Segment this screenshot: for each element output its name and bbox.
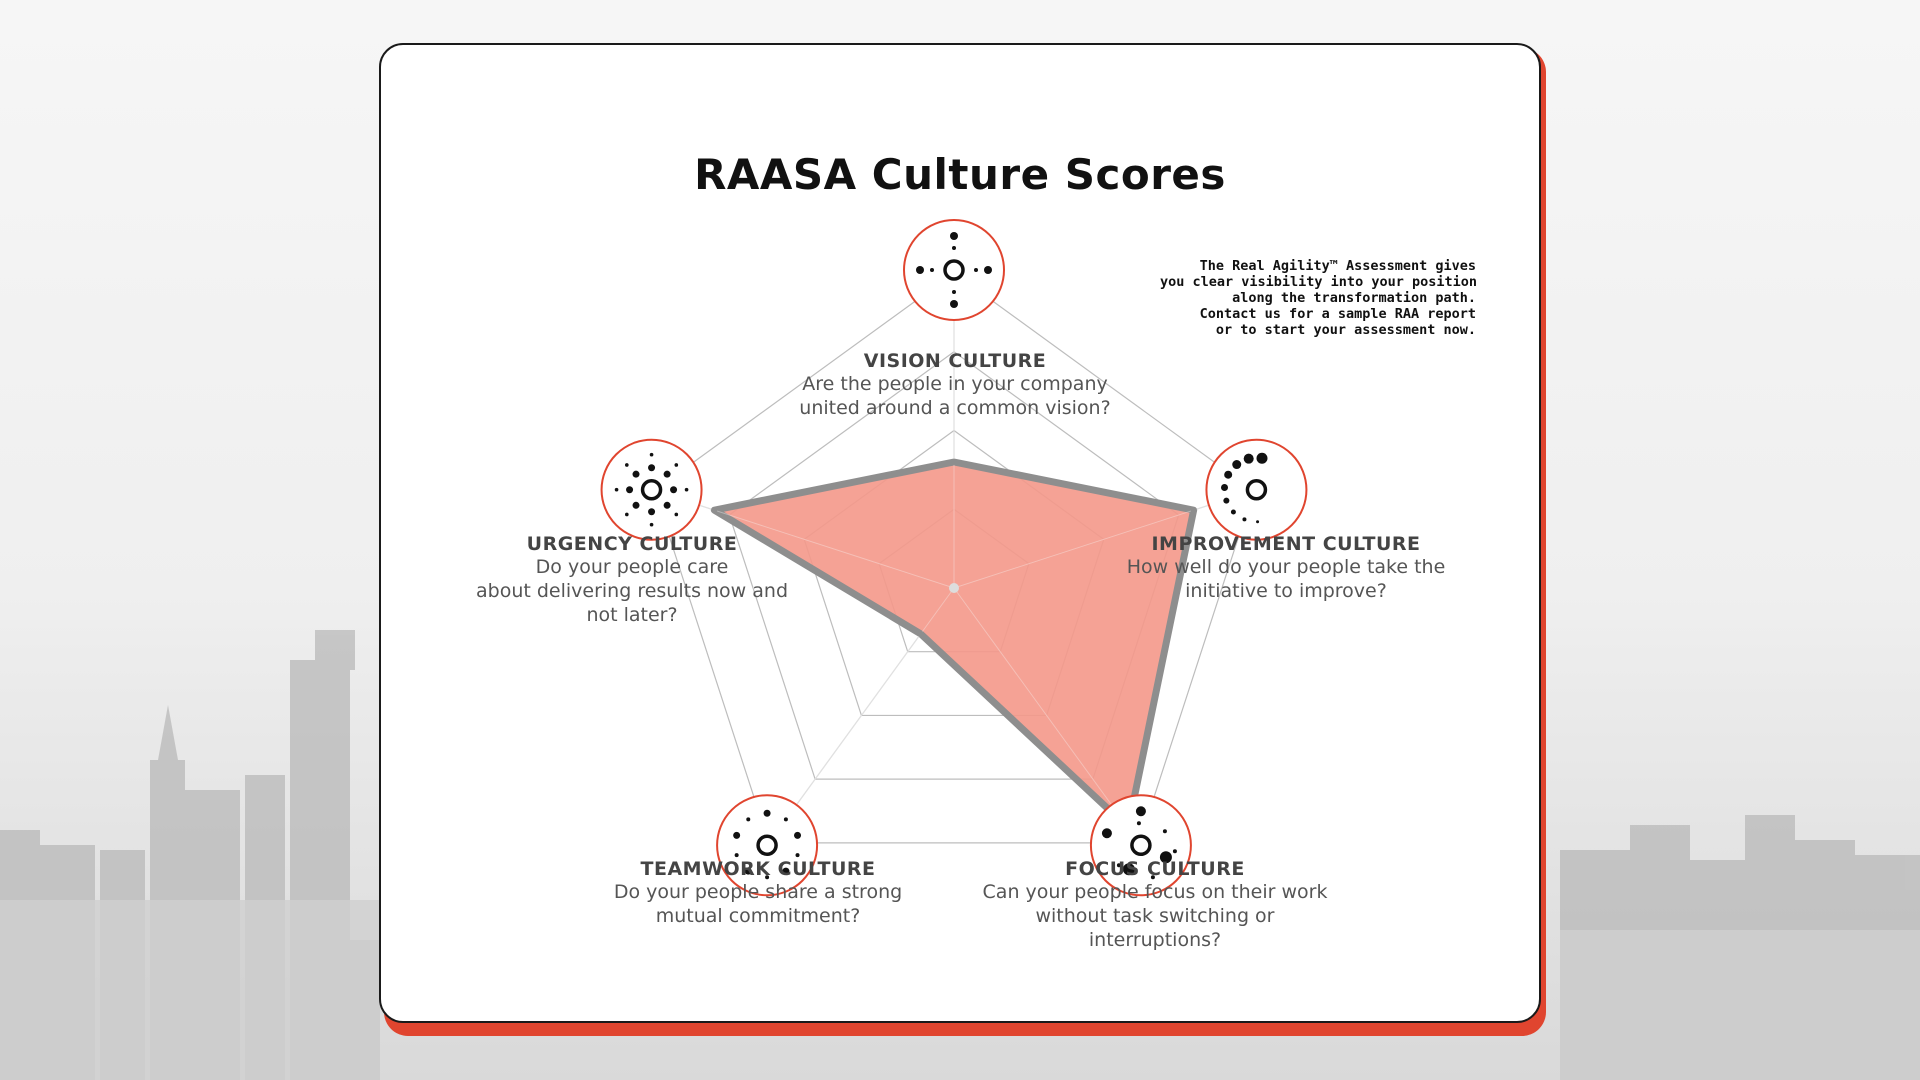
urgency-dots-icon — [675, 513, 679, 517]
improvement-dots-icon — [1244, 454, 1254, 464]
improvement-dots-icon — [1224, 471, 1232, 479]
urgency-dots-icon — [685, 488, 689, 492]
axis-question-line: How well do your people take the — [1126, 556, 1446, 578]
urgency-dots-icon — [650, 453, 654, 457]
promo-line: along the transformation path. — [1232, 290, 1476, 306]
improvement-dots-icon — [1256, 453, 1267, 464]
urgency-dots-icon — [625, 513, 629, 517]
vision-dots-icon — [952, 290, 956, 294]
improvement-dots-icon — [1242, 517, 1246, 521]
improvement-dots-icon-badge — [1206, 440, 1306, 540]
promo-line: you clear visibility into your position — [1160, 274, 1477, 290]
chart-title: RAASA Culture Scores — [694, 150, 1226, 199]
urgency-dots-icon — [648, 508, 655, 515]
axis-name: IMPROVEMENT CULTURE — [1151, 533, 1421, 555]
improvement-dots-icon — [1223, 498, 1229, 504]
urgency-dots-icon — [625, 463, 629, 467]
promo-line: Contact us for a sample RAA report — [1199, 306, 1476, 322]
urgency-dots-icon — [633, 471, 640, 478]
improvement-dots-icon — [1221, 484, 1228, 491]
axis-question-line: mutual commitment? — [655, 905, 861, 927]
vision-dots-icon — [950, 300, 958, 308]
axis-question-line: without task switching or — [1035, 905, 1275, 927]
teamwork-dots-icon — [784, 817, 788, 821]
urgency-dots-icon — [615, 488, 619, 492]
axis-question-line: united around a common vision? — [799, 397, 1111, 419]
data-point-urgency — [711, 507, 717, 513]
axis-question — [1106, 555, 1466, 603]
urgency-dots-icon — [664, 502, 671, 509]
focus-dots-icon — [1163, 829, 1167, 833]
vision-dots-icon — [916, 266, 924, 274]
data-point-improvement — [1191, 507, 1197, 513]
axis-question — [452, 555, 812, 627]
urgency-dots-icon — [648, 464, 655, 471]
axis-question — [578, 880, 938, 928]
vision-dots-icon — [950, 232, 958, 240]
data-point-vision — [951, 459, 957, 465]
axis-question-line: initiative to improve? — [1185, 580, 1387, 602]
data-point-teamwork — [918, 631, 924, 637]
axis-question-line: Are the people in your company — [802, 373, 1108, 395]
axis-question-line: about delivering results now and — [475, 580, 788, 602]
focus-dots-icon — [1137, 821, 1141, 825]
teamwork-dots-icon — [764, 810, 771, 817]
teamwork-dots-icon — [794, 832, 801, 839]
teamwork-dots-icon — [735, 853, 739, 857]
urgency-dots-icon — [650, 523, 654, 527]
axis-question-line: Do your people share a strong — [613, 881, 903, 903]
urgency-dots-icon — [675, 463, 679, 467]
axis-label-improvement — [1106, 533, 1466, 603]
improvement-dots-icon — [1231, 509, 1236, 514]
vision-dots-icon — [974, 268, 978, 272]
focus-dots-icon — [1173, 849, 1177, 853]
promo-line: or to start your assessment now. — [1215, 322, 1476, 338]
urgency-dots-icon — [664, 471, 671, 478]
axis-name: URGENCY CULTURE — [526, 533, 738, 555]
axis-label-focus — [975, 858, 1335, 952]
axis-question-line: Do your people care — [535, 556, 729, 578]
promo-line: The Real Agility™ Assessment gives — [1199, 258, 1476, 274]
axis-name: VISION CULTURE — [863, 350, 1047, 372]
improvement-dots-icon — [1232, 460, 1241, 469]
vision-dots-icon — [930, 268, 934, 272]
axis-question — [975, 880, 1335, 952]
vision-dots-icon — [952, 246, 956, 250]
teamwork-dots-icon — [796, 853, 800, 857]
focus-dots-icon — [1102, 828, 1112, 838]
axis-question-line: interruptions? — [1088, 929, 1222, 951]
axis-question-line: Can your people focus on their work — [982, 881, 1328, 903]
axis-label-vision — [775, 350, 1135, 420]
improvement-dots-icon — [1256, 520, 1259, 523]
axis-question-line: not later? — [586, 604, 678, 626]
focus-dots-icon — [1136, 806, 1146, 816]
urgency-dots-icon — [633, 502, 640, 509]
teamwork-dots-icon — [733, 832, 740, 839]
center-dot — [949, 583, 959, 593]
axis-name: FOCUS CULTURE — [1065, 858, 1245, 880]
teamwork-dots-icon — [746, 817, 750, 821]
axis-label-urgency — [452, 533, 812, 627]
urgency-dots-icon — [670, 486, 677, 493]
vision-dots-icon — [984, 266, 992, 274]
axis-name: TEAMWORK CULTURE — [640, 858, 876, 880]
axis-question — [775, 372, 1135, 420]
axis-label-teamwork — [578, 858, 938, 928]
urgency-dots-icon — [626, 486, 633, 493]
